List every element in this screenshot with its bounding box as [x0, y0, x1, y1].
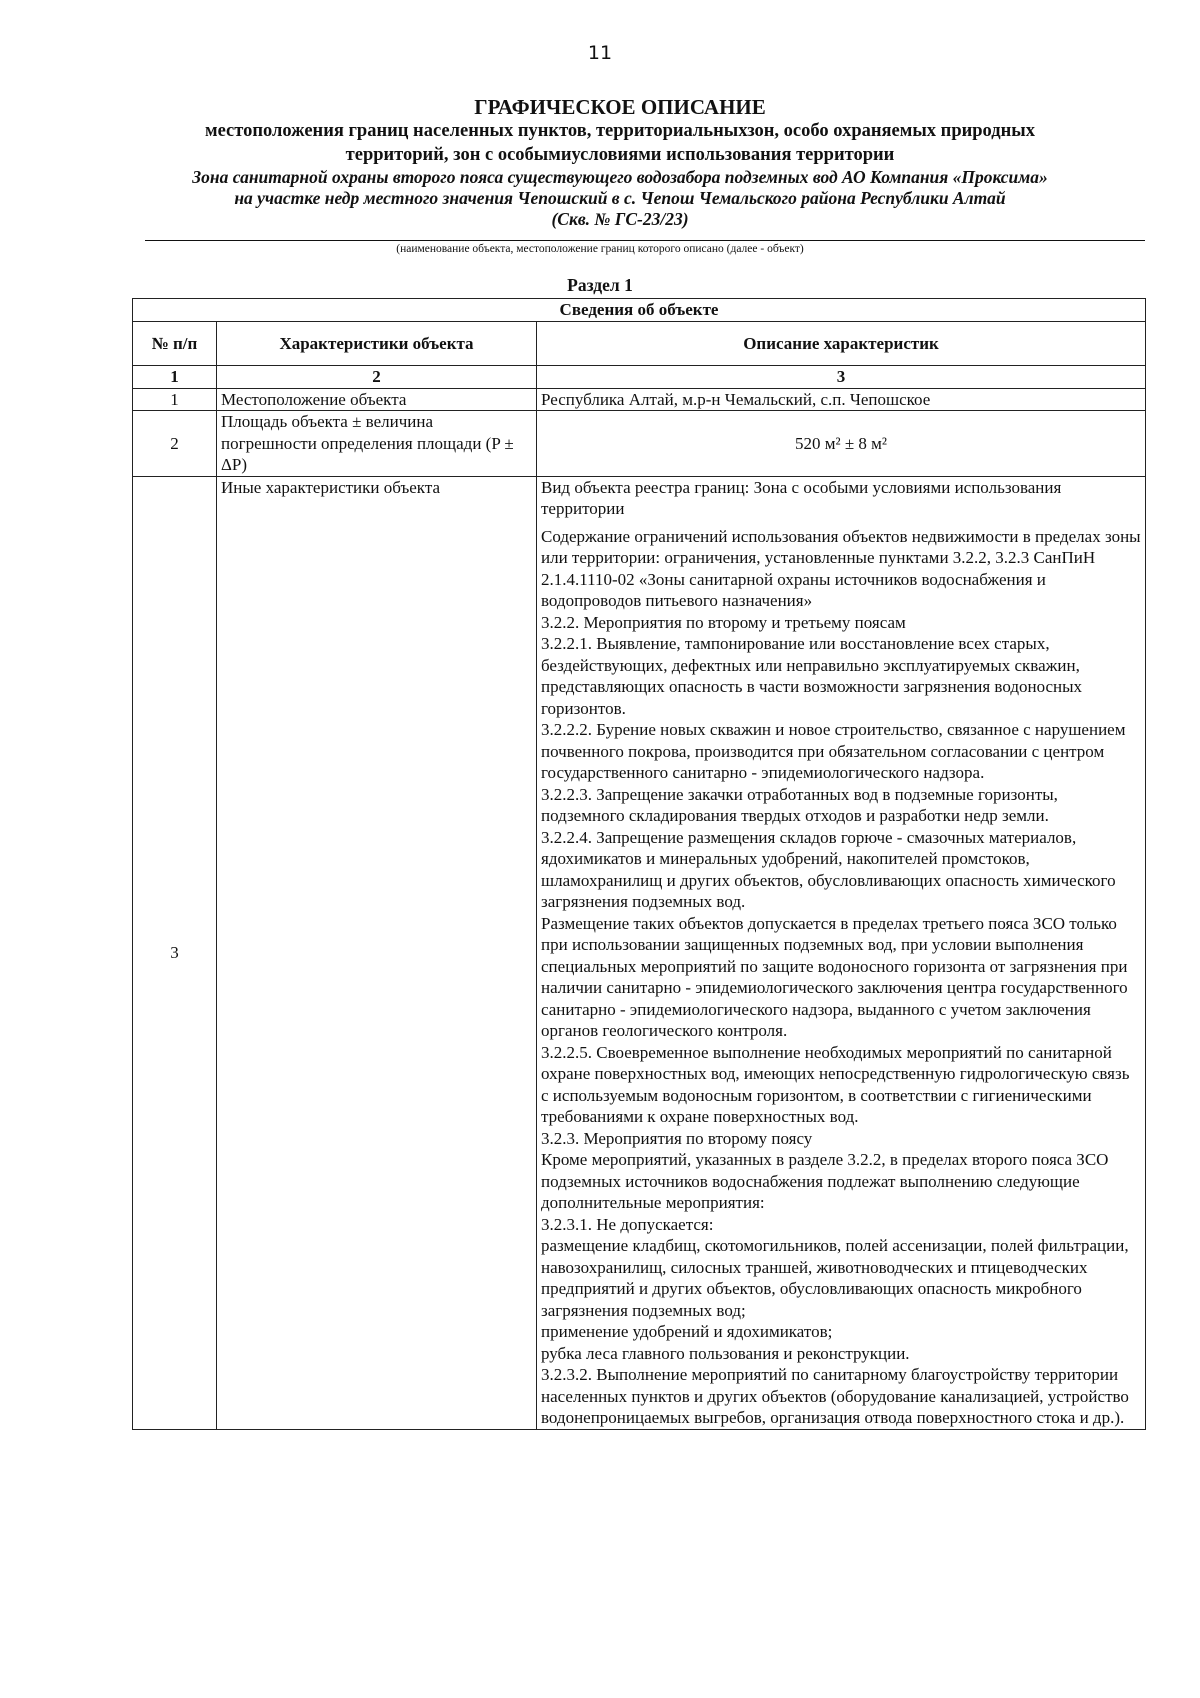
- table-title: Сведения об объекте: [133, 299, 1146, 322]
- section-title: Раздел 1: [567, 275, 633, 295]
- table-row: [133, 411, 1146, 477]
- column-number: 3: [537, 366, 1146, 389]
- header-caption: (наименование объекта, местоположение границ которого описано (далее - объект): [396, 243, 804, 255]
- header-underline: [145, 240, 1145, 241]
- row-characteristic: Иные характеристики объекта: [217, 476, 537, 1429]
- row-number: 1: [133, 388, 217, 411]
- row-description: Республика Алтай, м.р-н Чемальский, с.п. Чепошское: [537, 388, 1146, 411]
- document-title: ГРАФИЧЕСКОЕ ОПИСАНИЕ: [474, 95, 766, 119]
- column-number: 1: [133, 366, 217, 389]
- column-header-characteristic: Характеристики объекта: [217, 322, 537, 366]
- page-number: 11: [587, 42, 613, 64]
- row-description: 520 м² ± 8 м²: [537, 411, 1146, 477]
- restriction-paragraph: 3.2.2.5. Своевременное выполнение необходимых мероприятий по санитарной охране поверхностных вод, имеющих непосредственную гидрологическую связь с используемым водоносным горизонтом, в соответствии с гигиеническими требованиями к охране поверхностных вод.: [541, 1042, 1130, 1126]
- object-name-line-3: (Скв. № ГС-23/23): [551, 209, 689, 229]
- restriction-paragraph: 3.2.2. Мероприятия по второму и третьему поясам: [541, 612, 906, 632]
- restriction-paragraph: 3.2.2.4. Запрещение размещения складов горюче - смазочных материалов, ядохимикатов и минеральных удобрений, накопителей промстоков, шламохранилищ и других объектов, обусловливающих опасность химического загрязнения подземных вод.: [541, 827, 1116, 911]
- table-row: [133, 388, 1146, 411]
- row-number: 3: [133, 476, 217, 1429]
- column-numbers-row: [133, 366, 1146, 389]
- restriction-paragraph: применение удобрений и ядохимикатов;: [541, 1322, 833, 1341]
- restriction-paragraph: 3.2.2.3. Запрещение закачки отработанных вод в подземные горизонты, подземного складирования твердых отходов и разработки недр земли.: [541, 784, 1058, 825]
- table-row: [133, 476, 1146, 1429]
- restriction-paragraph: размещение кладбищ, скотомогильников, полей ассенизации, полей фильтрации, навозохранилищ, силосных траншей, животноводческих и птицеводческих предприятий и других объектов, обусловливающих опасность микробного загрязнения подземных вод;: [541, 1236, 1129, 1320]
- restriction-paragraph: 3.2.3. Мероприятия по второму поясу: [541, 1128, 813, 1148]
- object-type-text: Вид объекта реестра границ: Зона с особыми условиями использования территории: [541, 477, 1062, 518]
- restrictions-list: [541, 526, 1141, 1429]
- row-number: 2: [133, 411, 217, 477]
- row-description: [537, 476, 1146, 1429]
- document-subtitle-line-1: местоположения границ населенных пунктов, территориальныхзон, особо охраняемых природных: [205, 121, 1035, 141]
- document-header: [120, 95, 1120, 230]
- object-name-line-1: Зона санитарной охраны второго пояса существующего водозабора подземных вод АО Компания «Проксима»: [192, 167, 1048, 187]
- column-header-description: Описание характеристик: [537, 322, 1146, 366]
- restriction-paragraph: 3.2.3.2. Выполнение мероприятий по санитарному благоустройству территории населенных пунктов и других объектов (оборудование канализацией, устройство водонепроницаемых выгребов, организация отвода поверхностного стока и др.).: [541, 1365, 1129, 1427]
- restriction-paragraph: 3.2.3.1. Не допускается:: [541, 1214, 714, 1234]
- object-name-line-2: на участке недр местного значения Чепошский в с. Чепош Чемальского района Республики Алтай: [234, 188, 1006, 208]
- table-title-row: [133, 299, 1146, 322]
- restriction-paragraph: 3.2.2.1. Выявление, тампонирование или восстановление всех старых, бездействующих, дефектных или неправильно эксплуатируемых скважин, представляющих опасность в части возможности загрязнения водоносных горизонтов.: [541, 634, 1083, 718]
- document-subtitle-line-2: территорий, зон с особымиусловиями использования территории: [345, 145, 895, 165]
- row-characteristic: Площадь объекта ± величина погрешности определения площади (P ± ΔP): [217, 411, 537, 477]
- restriction-paragraph: Размещение таких объектов допускается в пределах третьего пояса ЗСО только при использовании защищенных подземных вод, при условии выполнения специальных мероприятий по защите водоносного горизонта от загрязнения при наличии санитарно - эпидемиологического заключения центра государственного санитарно - эпидемиологического надзора, выданного с учетом заключения органов геологического контроля.: [541, 913, 1128, 1040]
- object-info-table: [132, 298, 1146, 1430]
- restriction-paragraph: Кроме мероприятий, указанных в разделе 3.2.2, в пределах второго пояса ЗСО подземных источников водоснабжения подлежат выполнению следующие дополнительные мероприятия:: [541, 1150, 1109, 1212]
- table-header-row: [133, 322, 1146, 366]
- restriction-paragraph: Содержание ограничений использования объектов недвижимости в пределах зоны или территории: ограничения, установленные пунктами 3.2.2, 3.2.3 СанПиН 2.1.4.1110-02 «Зоны санитарной охраны источников водоснабжения и водопроводов питьевого назначения»: [541, 526, 1141, 610]
- column-header-number: № п/п: [133, 322, 217, 366]
- row-characteristic: Местоположение объекта: [217, 388, 537, 411]
- restriction-paragraph: 3.2.2.2. Бурение новых скважин и новое строительство, связанное с нарушением почвенного покрова, производится при обязательном согласовании с центром государственного санитарно - эпидемиологического надзора.: [541, 720, 1126, 782]
- column-number: 2: [217, 366, 537, 389]
- restriction-paragraph: рубка леса главного пользования и реконструкции.: [541, 1343, 910, 1363]
